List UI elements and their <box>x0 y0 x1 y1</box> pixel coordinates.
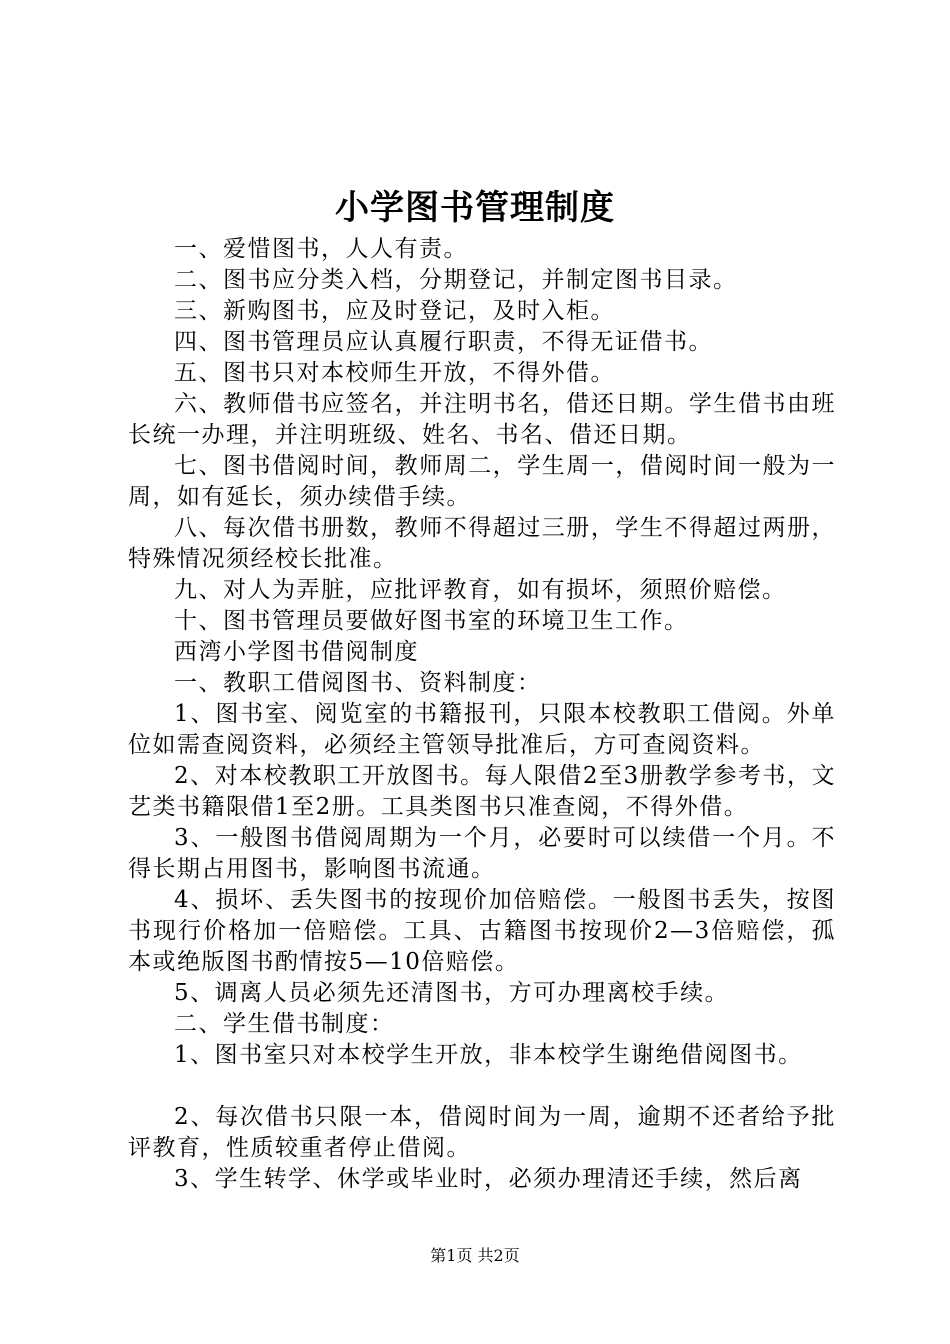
section-heading: 西湾小学图书借阅制度 <box>174 639 419 665</box>
paragraph: 一、爱惜图书，人人有责。 <box>174 236 468 262</box>
document-title: 小学图书管理制度 <box>335 188 615 228</box>
paragraph: 二、图书应分类入档，分期登记，并制定图书目录。 <box>174 267 738 293</box>
paragraph: 3、一般图书借阅周期为一个月，必要时可以续借一个月。不得长期占用图书，影响图书流通。 <box>128 825 836 882</box>
paragraph: 2、对本校教职工开放图书。每人限借2至3册教学参考书，文艺类书籍限借1至2册。工具类图书只准查阅，不得外借。 <box>128 763 836 820</box>
paragraph: 八、每次借书册数，教师不得超过三册，学生不得超过两册，特殊情况须经校长批准。 <box>128 515 836 572</box>
blank-line <box>128 1071 836 1102</box>
paragraph: 六、教师借书应签名，并注明书名，借还日期。学生借书由班长统一办理，并注明班级、姓名、书名、借还日期。 <box>128 391 836 448</box>
paragraph: 1、图书室、阅览室的书籍报刊，只限本校教职工借阅。外单位如需查阅资料，必须经主管领导批准后，方可查阅资料。 <box>128 701 836 758</box>
paragraph: 九、对人为弄脏，应批评教育，如有损坏，须照价赔偿。 <box>174 577 787 603</box>
page-footer: 第1页 共2页 <box>430 1246 520 1265</box>
paragraph: 5、调离人员必须先还清图书，方可办理离校手续。 <box>174 980 730 1006</box>
paragraph: 3、学生转学、休学或毕业时，必须办理清还手续，然后离 <box>174 1166 803 1192</box>
document-body <box>128 234 836 1195</box>
paragraph: 三、新购图书，应及时登记，及时入柜。 <box>174 298 615 324</box>
paragraph: 五、图书只对本校师生开放，不得外借。 <box>174 360 615 386</box>
paragraph: 2、每次借书只限一本，借阅时间为一周，逾期不还者给予批评教育，性质较重者停止借阅。 <box>128 1104 836 1161</box>
subsection-heading: 一、教职工借阅图书、资料制度： <box>174 670 542 696</box>
paragraph: 十、图书管理员要做好图书室的环境卫生工作。 <box>174 608 689 634</box>
paragraph: 七、图书借阅时间，教师周二，学生周一，借阅时间一般为一周，如有延长，须办续借手续。 <box>128 453 836 510</box>
subsection-heading: 二、学生借书制度： <box>174 1011 395 1037</box>
paragraph: 1、图书室只对本校学生开放，非本校学生谢绝借阅图书。 <box>174 1042 803 1068</box>
paragraph: 四、图书管理员应认真履行职责，不得无证借书。 <box>174 329 713 355</box>
paragraph: 4、损坏、丢失图书的按现价加倍赔偿。一般图书丢失，按图书现行价格加一倍赔偿。工具、古籍图书按现价2—3倍赔偿，孤本或绝版图书酌情按5—10倍赔偿。 <box>128 887 836 975</box>
